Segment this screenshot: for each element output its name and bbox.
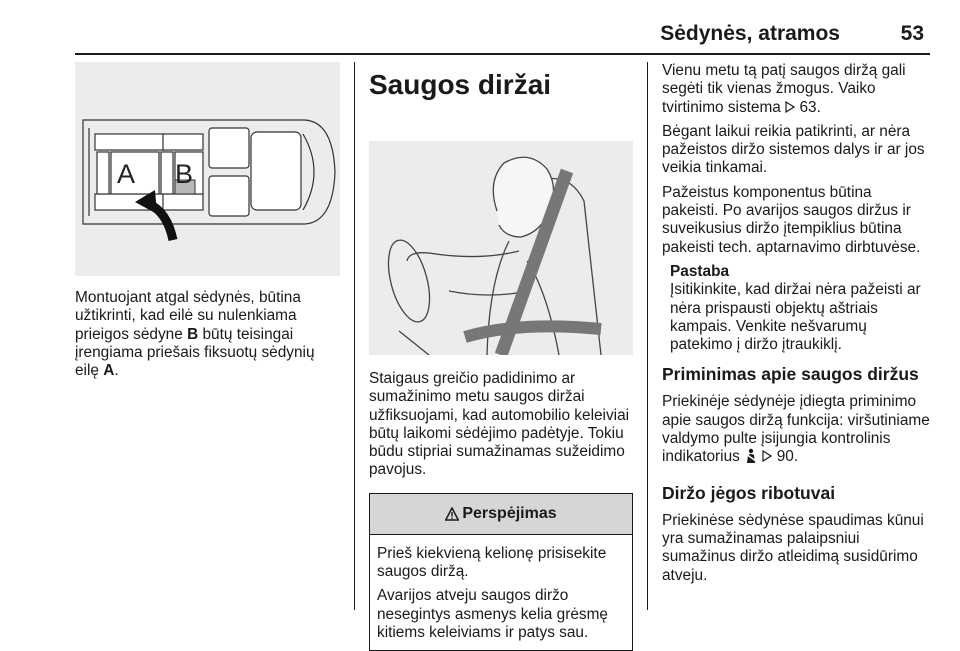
warning-box — [369, 493, 633, 651]
inspection-paragraph: Bėgant laikui reikia patikrinti, ar nėra pažeistos diržo sistemos dalys ir ar jos veikia tinkamai. — [662, 122, 925, 177]
middle-column — [369, 62, 633, 651]
seatbelt-illustration — [369, 141, 633, 355]
page-number: 53 — [900, 22, 924, 45]
note-block — [670, 263, 930, 354]
warning-triangle-icon — [445, 507, 459, 521]
seat-install-paragraph: Montuojant atgal sėdynės, būtina užtikrinti, kad eilė su nulenkiama prieigos sėdyne B būtų teisingai įrengiama priešais fiksuotų sėdynių eilę A. — [75, 289, 315, 380]
warning-paragraph: Avarijos atveju saugos diržo nesegintys asmenys kelia grėsmę kitiems keleiviams ir patys sau. — [377, 587, 608, 641]
page-reference-arrow-icon — [785, 101, 795, 113]
header-rule — [75, 53, 930, 55]
seat-row-a-label: A — [117, 159, 136, 189]
seatbelt-figure — [369, 141, 633, 355]
seat-row-b-label: B — [175, 159, 194, 189]
warning-header — [370, 494, 632, 535]
page-header — [75, 0, 930, 54]
note-title: Pastaba — [670, 262, 730, 280]
chapter-title: Sėdynės, atramos — [660, 22, 840, 45]
page-reference-arrow-icon — [762, 450, 772, 462]
reminder-heading: Priminimas apie saugos diržus — [662, 364, 919, 385]
seat-layout-illustration — [75, 62, 340, 276]
force-limiter-paragraph: Priekinėse sėdynėse spaudimas kūnui yra sumažinamas palaipsniui sumažinus diržo atleidimą susidūrimo atveju. — [662, 511, 924, 584]
seatbelt-indicator-icon — [744, 448, 758, 464]
reminder-paragraph: Priekinėje sėdynėje įdiegta priminimo apie saugos diržą funkcija: viršutiniame valdymo pulte įsijungia kontrolinis indikatorius 90. — [662, 393, 930, 466]
left-column — [75, 62, 340, 380]
seat-layout-figure — [75, 62, 340, 276]
note-text: Įsitikinkite, kad diržai nėra pažeisti ar nėra prispausti objektų aštriais kampais. Venkite nešvarumų patekimo į diržo įtraukiklį. — [670, 281, 921, 354]
column-divider — [354, 62, 355, 610]
right-column — [662, 62, 930, 585]
section-heading: Saugos diržai — [369, 69, 552, 100]
seatbelt-intro-paragraph: Staigaus greičio padidinimo ar sumažinimo metu saugos diržai užfiksuojami, kad automobilio keleiviai būtų laikomi sėdėjimo padėtyje. Tokiu būdu stipriai sumažinamas sužeidimo pavojus. — [369, 370, 630, 479]
warning-title: Perspėjimas — [462, 504, 557, 522]
replacement-paragraph: Pažeistus komponentus būtina pakeisti. Po avarijos saugos diržus ir suveikusius diržo įtempiklius būtina pakeisti tech. aptarnavimo dirbtuvėse. — [662, 183, 921, 256]
warning-paragraph: Prieš kiekvieną kelionę prisisekite saugos diržą. — [377, 544, 607, 581]
single-user-paragraph: Vienu metu tą patį saugos diržą gali segėti tik vienas žmogus. Vaiko tvirtinimo sistema 63. — [662, 62, 906, 116]
column-divider — [647, 62, 648, 610]
warning-body — [370, 535, 632, 650]
force-limiter-heading: Diržo jėgos ribotuvai — [662, 482, 836, 503]
